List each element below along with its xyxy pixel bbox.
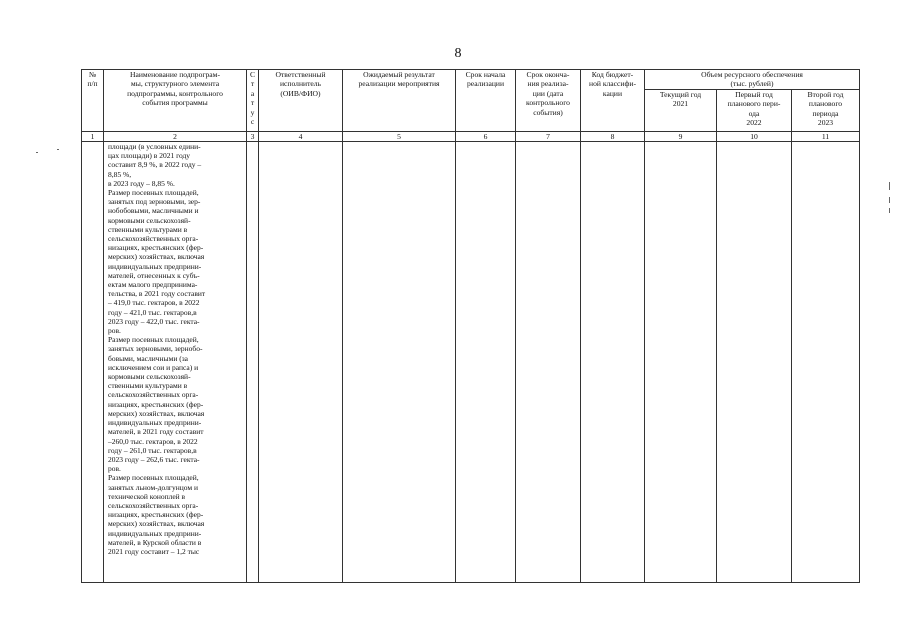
scan-speck — [36, 152, 38, 153]
column-number: 2 — [104, 132, 247, 142]
cell-end-date — [516, 142, 581, 583]
header-start-date: Срок начала реализации — [456, 70, 516, 132]
column-number: 3 — [247, 132, 259, 142]
header-second-plan-year: Второй год планового периода 2023 — [792, 90, 860, 132]
cell-second-plan-year — [792, 142, 860, 583]
header-number: № п/п — [82, 70, 104, 132]
cell-number — [82, 142, 104, 583]
header-budget-code: Код бюджет- ной классифи- кации — [581, 70, 645, 132]
column-number: 11 — [792, 132, 860, 142]
cell-description: площади (в условных едини- цах площади) в 2021 году составит 8,9 %, в 2022 году – 8,85 %, в 2023 году – 8,85 %. Размер посевных площадей, занятых под зерновыми, зер- нобобовыми, масличными и кормовыми сельскохозяй- ственными культурами в сельскохозяйственных орга- низациях, крестьянских (фер- мерских) хозяйствах, включая индивидуальных предприни- мателей, отнесенных к субъ- ектам малого предпринима- тельства, в 2021 году составит – 419,0 тыс. гектаров, в 2022 году – 421,0 тыс. гектаров,в 2023 году – 422,0 тыс. гекта- ров. Размер посевных площадей, занятых зерновыми, зернобо- бовыми, масличными (за исключением сои и рапса) и кормовыми сельскохозяй- ственными культурами в сельскохозяйственных орга- низациях, крестьянских (фер- мерских) хозяйствах, включая индивидуальных предприни- мателей, в 2021 году составит –260,0 тыс. гектаров, в 2022 году – 261,0 тыс. гектаров,в 2023 году – 262,6 тыс. гекта- ров. Размер посевных площадей, занятых льном-долгунцом и технической коноплей в сельскохозяйственных орга- низациях, крестьянских (фер- мерских) хозяйствах, включая индивидуальных предприни- мателей, в Курской области в 2021 году составит – 1,2 тыс — [104, 142, 247, 583]
column-number: 9 — [645, 132, 717, 142]
cell-expected-result — [343, 142, 456, 583]
cell-budget-code — [581, 142, 645, 583]
cell-first-plan-year — [717, 142, 792, 583]
column-number: 1 — [82, 132, 104, 142]
header-first-plan-year: Первый год планового пери- ода 2022 — [717, 90, 792, 132]
column-number: 10 — [717, 132, 792, 142]
cell-responsible — [259, 142, 343, 583]
header-row-1 — [82, 70, 860, 90]
header-end-date: Срок оконча- ния реализа- ции (дата контрольного события) — [516, 70, 581, 132]
scan-binding-mark — [889, 182, 890, 190]
column-number: 4 — [259, 132, 343, 142]
resource-table — [81, 69, 860, 583]
column-number-row — [82, 132, 860, 142]
column-number: 8 — [581, 132, 645, 142]
header-status: С т а т у с — [247, 70, 259, 132]
scan-binding-mark — [889, 208, 890, 213]
table-row — [82, 142, 860, 583]
header-resource-group: Объем ресурсного обеспечения (тыс. рублей) — [645, 70, 860, 90]
cell-status — [247, 142, 259, 583]
column-number: 6 — [456, 132, 516, 142]
column-number: 5 — [343, 132, 456, 142]
cell-start-date — [456, 142, 516, 583]
column-number: 7 — [516, 132, 581, 142]
header-current-year: Текущий год 2021 — [645, 90, 717, 132]
scan-binding-mark — [889, 197, 890, 203]
cell-current-year — [645, 142, 717, 583]
header-responsible: Ответственный исполнитель (ОИВ/ФИО) — [259, 70, 343, 132]
scan-speck — [57, 149, 59, 150]
header-expected-result: Ожидаемый результат реализации мероприятия — [343, 70, 456, 132]
header-name: Наименование подпрограм- мы, структурного элемента подпрограммы, контрольного события программы — [104, 70, 247, 132]
page-number: 8 — [454, 46, 462, 61]
